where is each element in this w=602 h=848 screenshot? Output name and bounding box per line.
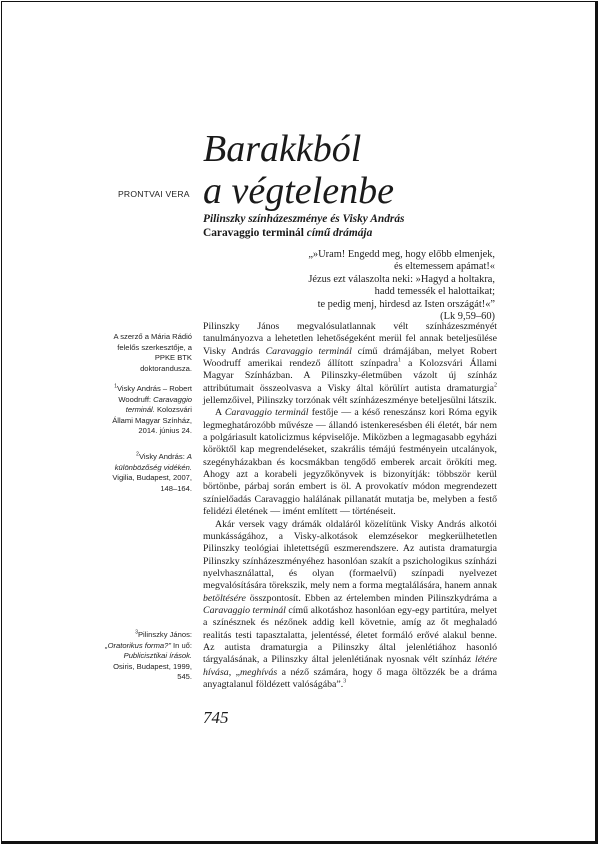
- text-run: festője — a késő reneszánsz kori Róma egyik legmeghatározóbb művésze — állandó istenkeresésben éli életét, bár nem a polgáriasult katolicizmus képviselője. Miközben a legmagasabb egyházi köröktől kap megrendeléseket, szakrális témájú festményein utcalányok, szegényházakban és kocsmákban tengődő emberek arcait örökíti meg. Ahogy azt a korabeli jegyzőkönyvek is bizonyítják: többször kerül börtönbe, párbaj során embert is öl. A provokatív módon megrendezett színielőadás Caravaggio halálának pillanatát mutatja be, melyben a festő felidézi életének — imént említett — történéseit.: [203, 407, 497, 518]
- article-body: [203, 321, 497, 691]
- text-run: című alkotáshoz hasonlóan egy-egy partitúra, melyet a színésznek és nézőnek addig kell követnie, amíg az őt meghaladó realitás testi tapasztalatta, jelentéssé, életet formáló erővé alakul benne. Az autista dramaturgia a Pilinszky által jelenlétiához hasonló tárgyalásának, a Pilinszky által jelenlétiának nyosnak vélt színház: [203, 604, 497, 666]
- subtitle-line-2: [203, 226, 503, 240]
- play-title: Caravaggio terminál: [265, 345, 352, 357]
- italic-term: betöltésére: [203, 592, 246, 604]
- text-run: Akár versek vagy drámák oldaláról közelítünk Visky András alkotói munkásságához, a Visky-alkotások elemzésekor megkerülhetetlen Pilinszky teológiai ihletettségű eszmerendszere. Az autista dramaturgia Pilinszky színházeszményéhez hasonlóan szakít a pszichologikus színházi nyelvhasználattal, és olyan (formaelvű) színpadi nyelvezet megvalósítására törekszik, mely nem a forma megtalálására, hanem annak: [203, 518, 497, 592]
- work-title: A különbözőség vidékén.: [114, 452, 192, 472]
- text-run: című drámájában, melyet Robert Woodruff amerikai rendező állított színpadra: [203, 345, 497, 370]
- text-run: In uő:: [170, 640, 192, 650]
- body-paragraph-3: [203, 519, 497, 692]
- author-name: PRONTVAI VERA: [118, 189, 190, 199]
- footnote-number: 1: [114, 383, 117, 390]
- subtitle-play-title: Caravaggio terminál: [203, 227, 304, 239]
- epigraph-line: te pedig menj, hirdesd az Isten országát!«”: [317, 298, 495, 310]
- title-line-1: Barakkból: [203, 128, 362, 170]
- text-run: Visky András:: [138, 452, 187, 461]
- footnote-number: 2: [136, 451, 139, 458]
- footnote-number: 3: [135, 629, 138, 636]
- body-paragraph-2: [203, 407, 497, 518]
- play-title: Caravaggio terminál: [203, 604, 286, 616]
- text-run: a néző számára, hogy ő maga öltözzék be a dráma anyagtalanul földézett valóságába”.: [203, 666, 497, 690]
- epigraph-line: Jézus ezt válaszolta neki: »Hagyd a holtakra,: [308, 273, 495, 285]
- text-run: Pilinszky János:: [137, 630, 192, 639]
- subtitle-suffix: című drámája: [303, 227, 373, 239]
- text-run: , „: [228, 666, 240, 678]
- play-title: Caravaggio terminál: [224, 407, 309, 419]
- epigraph-line: „»Uram! Engedd meg, hogy előbb elmenjek,: [308, 249, 495, 260]
- author-note: A szerző a Mária Rádió felelős szerkesztője, a PPKE BTK doktorandusza.: [113, 332, 192, 373]
- body-paragraph-1: [203, 321, 497, 407]
- title-line-2: a végtelenbe: [203, 170, 394, 212]
- footnote-1: [104, 384, 192, 437]
- text-run: Vigilia, Budapest, 2007, 148–164.: [112, 473, 192, 493]
- epigraph: [230, 249, 495, 323]
- footnote-ref: 3: [343, 678, 347, 685]
- footnote-2: [104, 452, 192, 494]
- italic-term: meghívás: [240, 666, 278, 678]
- footnote-ref: 2: [494, 382, 497, 389]
- text-run: összpontosít. Ebben az értelemben minden Pilinszkydráma a: [245, 592, 497, 604]
- epigraph-line: hadd temessék el halottaikat;: [374, 286, 495, 298]
- footnote-3: [104, 630, 192, 683]
- article-subtitle: [203, 212, 503, 240]
- article-title: [203, 128, 394, 212]
- text-run: Osiris, Budapest, 1999, 545.: [113, 661, 192, 682]
- epigraph-line: és eltemessem apámat!«: [394, 261, 495, 273]
- work-title: „Oratorikus forma?”: [105, 640, 171, 650]
- text-run: Kolozsvári Állami Magyar Színház, 2014. június 24.: [112, 405, 192, 436]
- footnote-ref: 1: [397, 357, 401, 364]
- subtitle-line-1: Pilinszky színházeszménye és Visky András: [203, 213, 405, 225]
- text-run: Pilinszky János megvalósulatlannak vélt színházeszményét tanulmányozva a lehetetlen lehetőségeként merül fel annak beteljesülése Visky András: [203, 321, 497, 357]
- epigraph-reference: (Lk 9,59–60): [440, 311, 495, 323]
- italic-term: létére hívása: [203, 654, 497, 678]
- work-title: Publicisztikai írások.: [123, 651, 192, 661]
- text-run: a Kolozsvári Állami Magyar Színházban. A Pilinszky-életműben vázolt új színház attribútumait összeolvasva a Visky által körülírt autista dramaturgia: [203, 358, 497, 394]
- text-run: jellemzőivel, Pilinszky torzónak vélt színházeszménye beteljesülni látszik.: [203, 395, 497, 407]
- work-title: Caravaggio terminál.: [125, 394, 192, 415]
- page-number: 745: [203, 708, 229, 727]
- text-run: Visky András – Robert Woodruff:: [117, 384, 192, 404]
- text-run: A: [215, 407, 225, 419]
